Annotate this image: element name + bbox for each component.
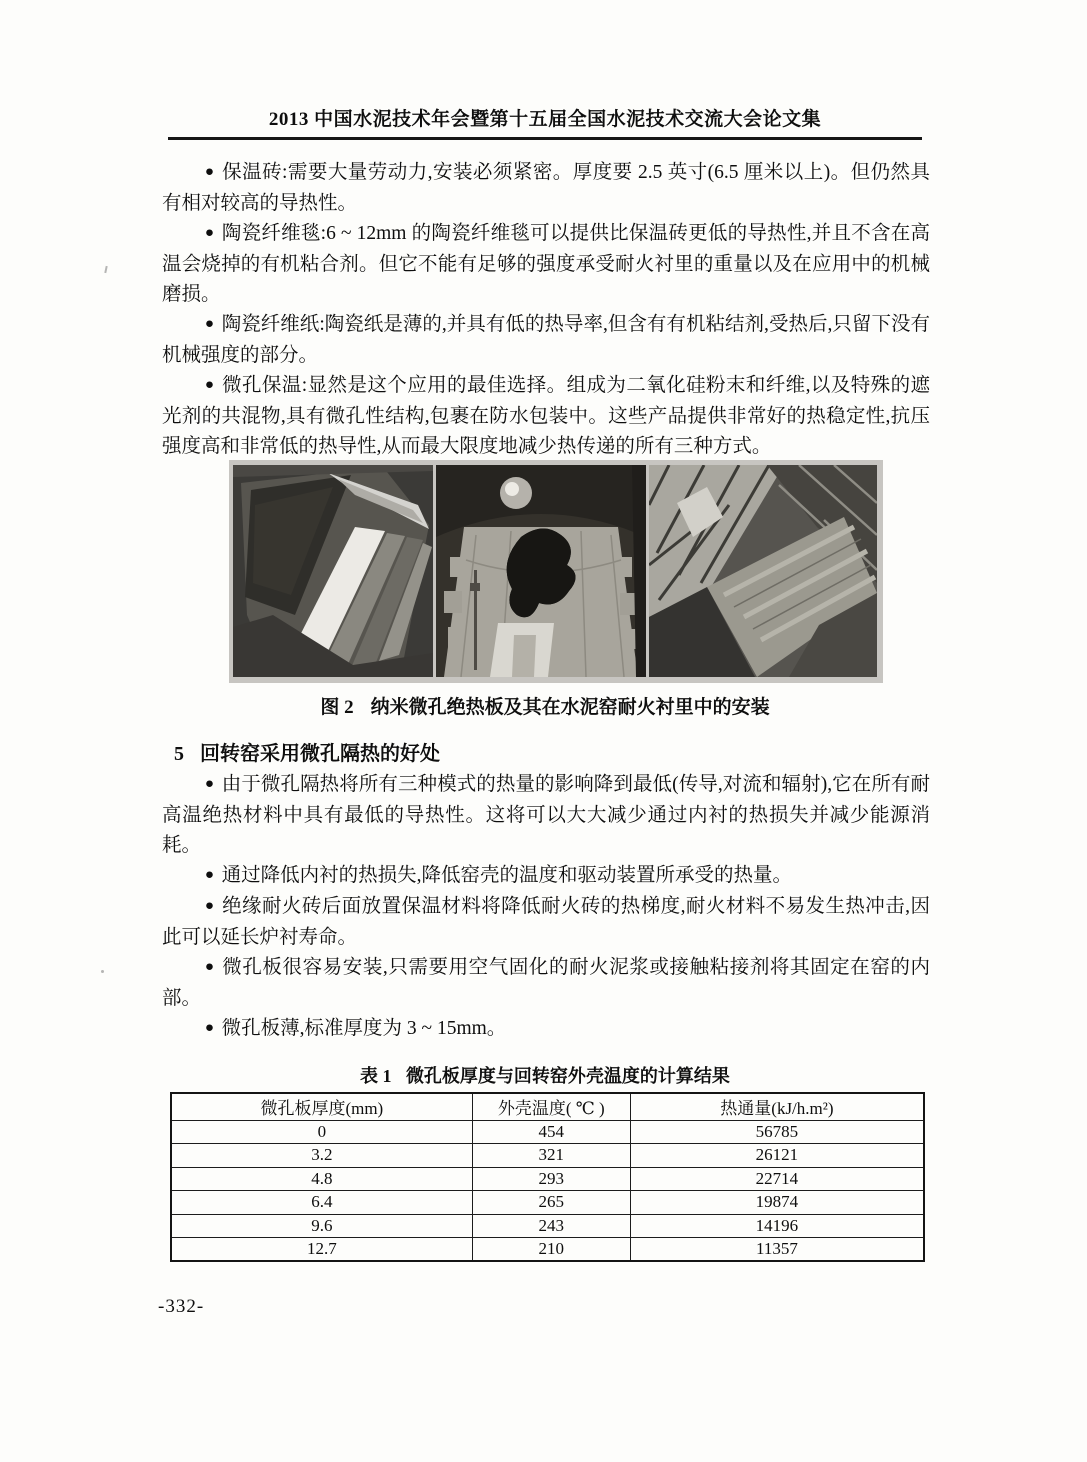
table-caption (162, 1062, 928, 1088)
paragraph-shell-temperature (162, 861, 930, 892)
photo-kiln-interior-installation (436, 465, 646, 677)
page-header-title: 2013 中国水泥技术年会暨第十五届全国水泥技术交流大会论文集 (268, 109, 822, 130)
table-cell: 243 (472, 1214, 630, 1238)
table-cell: 293 (472, 1167, 630, 1191)
page-number: -332- (158, 1296, 205, 1317)
bullet-icon: ● (204, 866, 215, 883)
results-table (170, 1092, 925, 1262)
paragraph-ceramic-fiber-blanket (162, 219, 930, 310)
table-row (171, 1191, 924, 1215)
figure-photo-strip (229, 460, 883, 683)
table-caption-text: 微孔板厚度与回转窑外壳温度的计算结果 (405, 1066, 730, 1086)
header-rule (168, 137, 922, 140)
paragraph-insulating-brick (162, 158, 930, 219)
table-row (171, 1214, 924, 1238)
table-header-heat-flux: 热通量(kJ/h.m²) (630, 1093, 924, 1120)
paragraph-microporous-insulation (162, 371, 930, 462)
figure-caption-label: 图 2 (320, 697, 354, 718)
paragraph-text: 由于微孔隔热将所有三种模式的热量的影响降到最低(传导,对流和辐射),它在所有耐高温绝热材料中具有最低的导热性。这将可以大大减少通过内衬的热损失并减少能源消耗。 (162, 774, 930, 856)
bullet-icon: ● (204, 315, 215, 332)
table-cell: 4.8 (171, 1167, 472, 1191)
table-cell: 26121 (630, 1144, 924, 1168)
section-heading (174, 737, 440, 766)
table-cell: 11357 (630, 1238, 924, 1262)
table-cell: 265 (472, 1191, 630, 1215)
bullet-icon: ● (204, 1019, 215, 1036)
table-header-row (171, 1093, 924, 1120)
paragraph-text: 微孔板薄,标准厚度为 3 ~ 15mm。 (221, 1018, 507, 1039)
top-paragraphs-block (162, 158, 930, 462)
table-cell: 3.2 (171, 1144, 472, 1168)
paragraph-text: 微孔保温:显然是这个应用的最佳选择。组成为二氧化硅粉末和纤维,以及特殊的遮光剂的共混物,具有微孔性结构,包裹在防水包装中。这些产品提供非常好的热稳定性,抗压强度高和非常低的热导性,从而最大限度地减少热传递的所有三种方式。 (162, 375, 930, 457)
table-cell: 0 (171, 1120, 472, 1144)
paragraph-thermal-gradient (162, 892, 930, 953)
bullet-icon: ● (204, 958, 215, 975)
table-header-thickness: 微孔板厚度(mm) (171, 1093, 472, 1120)
table-cell: 9.6 (171, 1214, 472, 1238)
paragraph-text: 陶瓷纤维毯:6 ~ 12mm 的陶瓷纤维毯可以提供比保温砖更低的导热性,并且不含在高温会烧掉的有机粘合剂。但它不能有足够的强度承受耐火衬里的重量以及在应用中的机械磨损。 (162, 223, 930, 305)
table-caption-label: 表 1 (360, 1066, 392, 1086)
section-number: 5 (174, 743, 184, 765)
scan-artifact (101, 970, 104, 973)
scan-artifact (104, 266, 107, 273)
table-cell: 6.4 (171, 1191, 472, 1215)
table-row (171, 1167, 924, 1191)
photo-microporous-insulation-boards (233, 465, 433, 677)
table-row (171, 1238, 924, 1262)
paragraph-text: 通过降低内衬的热损失,降低窑壳的温度和驱动装置所承受的热量。 (221, 865, 793, 886)
bullet-icon: ● (204, 376, 215, 393)
bullet-icon: ● (204, 775, 215, 792)
table-cell: 22714 (630, 1167, 924, 1191)
bullet-icon: ● (204, 224, 215, 241)
table-row (171, 1120, 924, 1144)
table-row (171, 1144, 924, 1168)
bullet-icon: ● (204, 163, 215, 180)
table-header-shell-temp: 外壳温度( ℃ ) (472, 1093, 630, 1120)
figure-2 (229, 460, 883, 683)
bottom-paragraphs-block (162, 770, 930, 1045)
paragraph-ceramic-fiber-paper (162, 310, 930, 371)
paragraph-text: 陶瓷纤维纸:陶瓷纸是薄的,并具有低的热导率,但含有有机粘结剂,受热后,只留下没有机械强度的部分。 (162, 314, 931, 366)
paragraph-text: 绝缘耐火砖后面放置保温材料将降低耐火砖的热梯度,耐火材料不易发生热冲击,因此可以延长炉衬寿命。 (162, 896, 930, 948)
table-cell: 454 (472, 1120, 630, 1144)
paragraph-text: 微孔板很容易安装,只需要用空气固化的耐火泥浆或接触粘接剂将其固定在窑的内部。 (162, 957, 930, 1009)
table-cell: 321 (472, 1144, 630, 1168)
table-cell: 56785 (630, 1120, 924, 1144)
table-cell: 210 (472, 1238, 630, 1262)
table-cell: 12.7 (171, 1238, 472, 1262)
table-cell: 19874 (630, 1191, 924, 1215)
paragraph-text: 保温砖:需要大量劳动力,安装必须紧密。厚度要 2.5 英寸(6.5 厘米以上)。但仍然具有相对较高的导热性。 (162, 162, 931, 214)
paragraph-board-thickness (162, 1014, 930, 1045)
photo-kiln-refractory-brick-lining (649, 465, 877, 677)
section-title: 回转窑采用微孔隔热的好处 (200, 743, 440, 765)
figure-caption (162, 692, 928, 719)
paragraph-easy-installation (162, 953, 930, 1014)
bullet-icon: ● (204, 897, 215, 914)
table-cell: 14196 (630, 1214, 924, 1238)
figure-caption-text: 纳米微孔绝热板及其在水泥窑耐火衬里中的安装 (370, 697, 770, 718)
paragraph-lowest-conductivity (162, 770, 930, 861)
